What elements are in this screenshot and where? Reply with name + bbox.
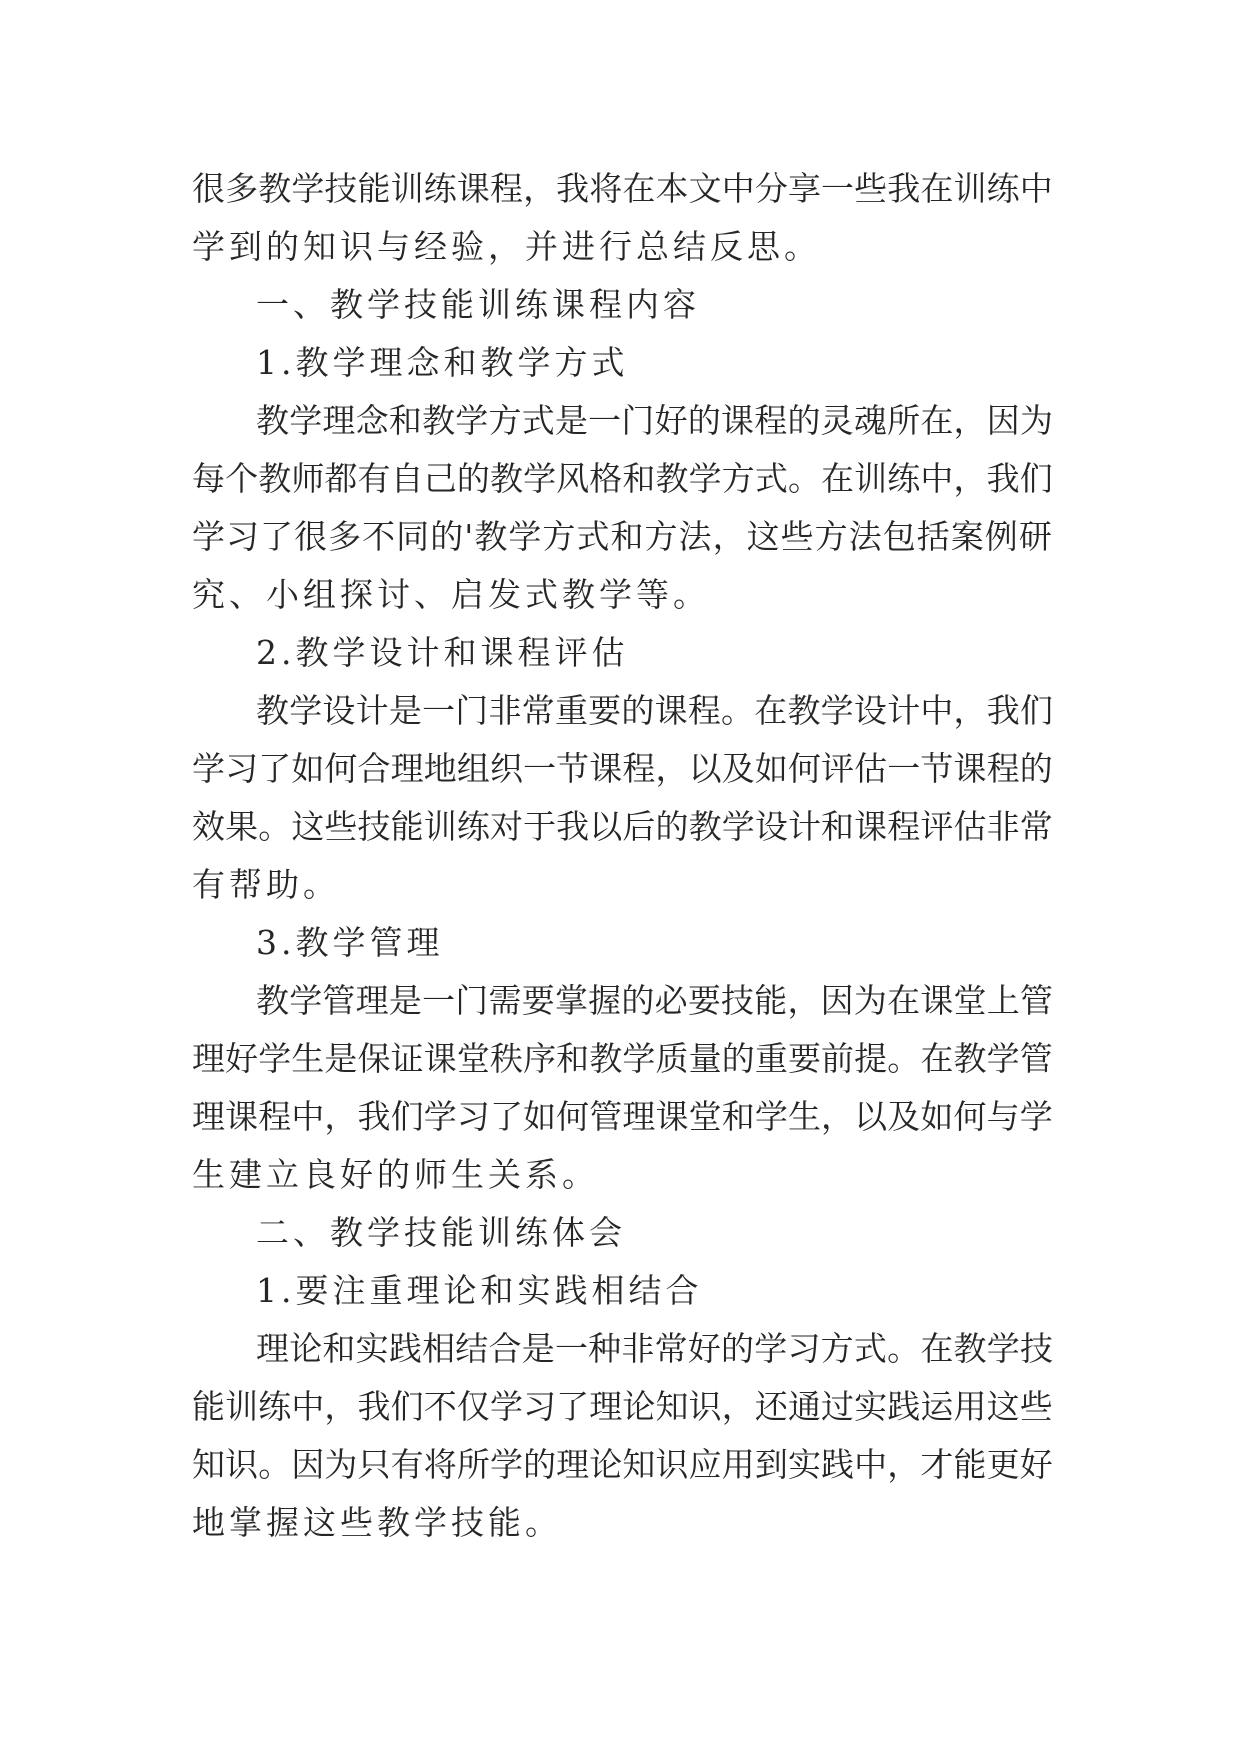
text-line: 3.教学管理 <box>256 923 444 962</box>
text-line: 每个教师都有自己的教学风格和教学方式。在训练中，我们 <box>192 459 1053 498</box>
text-line: 很多教学技能训练课程，我将在本文中分享一些我在训练中 <box>192 169 1053 208</box>
text-line: 效果。这些技能训练对于我以后的教学设计和课程评估非常 <box>192 807 1053 846</box>
text-line: 1.要注重理论和实践相结合 <box>256 1271 703 1310</box>
text-line: 1.教学理念和教学方式 <box>256 343 629 382</box>
text-line: 学习了很多不同的'教学方式和方法，这些方法包括案例研 <box>192 517 1053 556</box>
document-body <box>192 160 1058 1552</box>
text-line: 知识。因为只有将所学的理论知识应用到实践中，才能更好 <box>192 1445 1053 1484</box>
text-line: 理好学生是保证课堂秩序和教学质量的重要前提。在教学管 <box>192 1039 1053 1078</box>
text-line: 教学设计是一门非常重要的课程。在教学设计中，我们 <box>256 691 1054 730</box>
text-line: 能训练中，我们不仅学习了理论知识，还通过实践运用这些 <box>192 1387 1053 1426</box>
text-line: 理论和实践相结合是一种非常好的学习方式。在教学技 <box>256 1329 1054 1368</box>
text-line: 一、教学技能训练课程内容 <box>256 285 700 324</box>
text-line: 理课程中，我们学习了如何管理课堂和学生，以及如何与学 <box>192 1097 1053 1136</box>
text-line: 有帮助。 <box>192 865 340 904</box>
text-line: 2.教学设计和课程评估 <box>256 633 629 672</box>
text-line: 生建立良好的师生关系。 <box>192 1155 599 1194</box>
text-line: 学到的知识与经验，并进行总结反思。 <box>192 227 821 266</box>
text-line: 学习了如何合理地组织一节课程，以及如何评估一节课程的 <box>192 749 1053 788</box>
text-line: 究、小组探讨、启发式教学等。 <box>192 575 710 614</box>
text-line: 二、教学技能训练体会 <box>256 1213 626 1252</box>
text-line: 教学管理是一门需要掌握的必要技能，因为在课堂上管 <box>256 981 1054 1020</box>
text-line: 地掌握这些教学技能。 <box>192 1503 562 1542</box>
text-line: 教学理念和教学方式是一门好的课程的灵魂所在，因为 <box>256 401 1054 440</box>
